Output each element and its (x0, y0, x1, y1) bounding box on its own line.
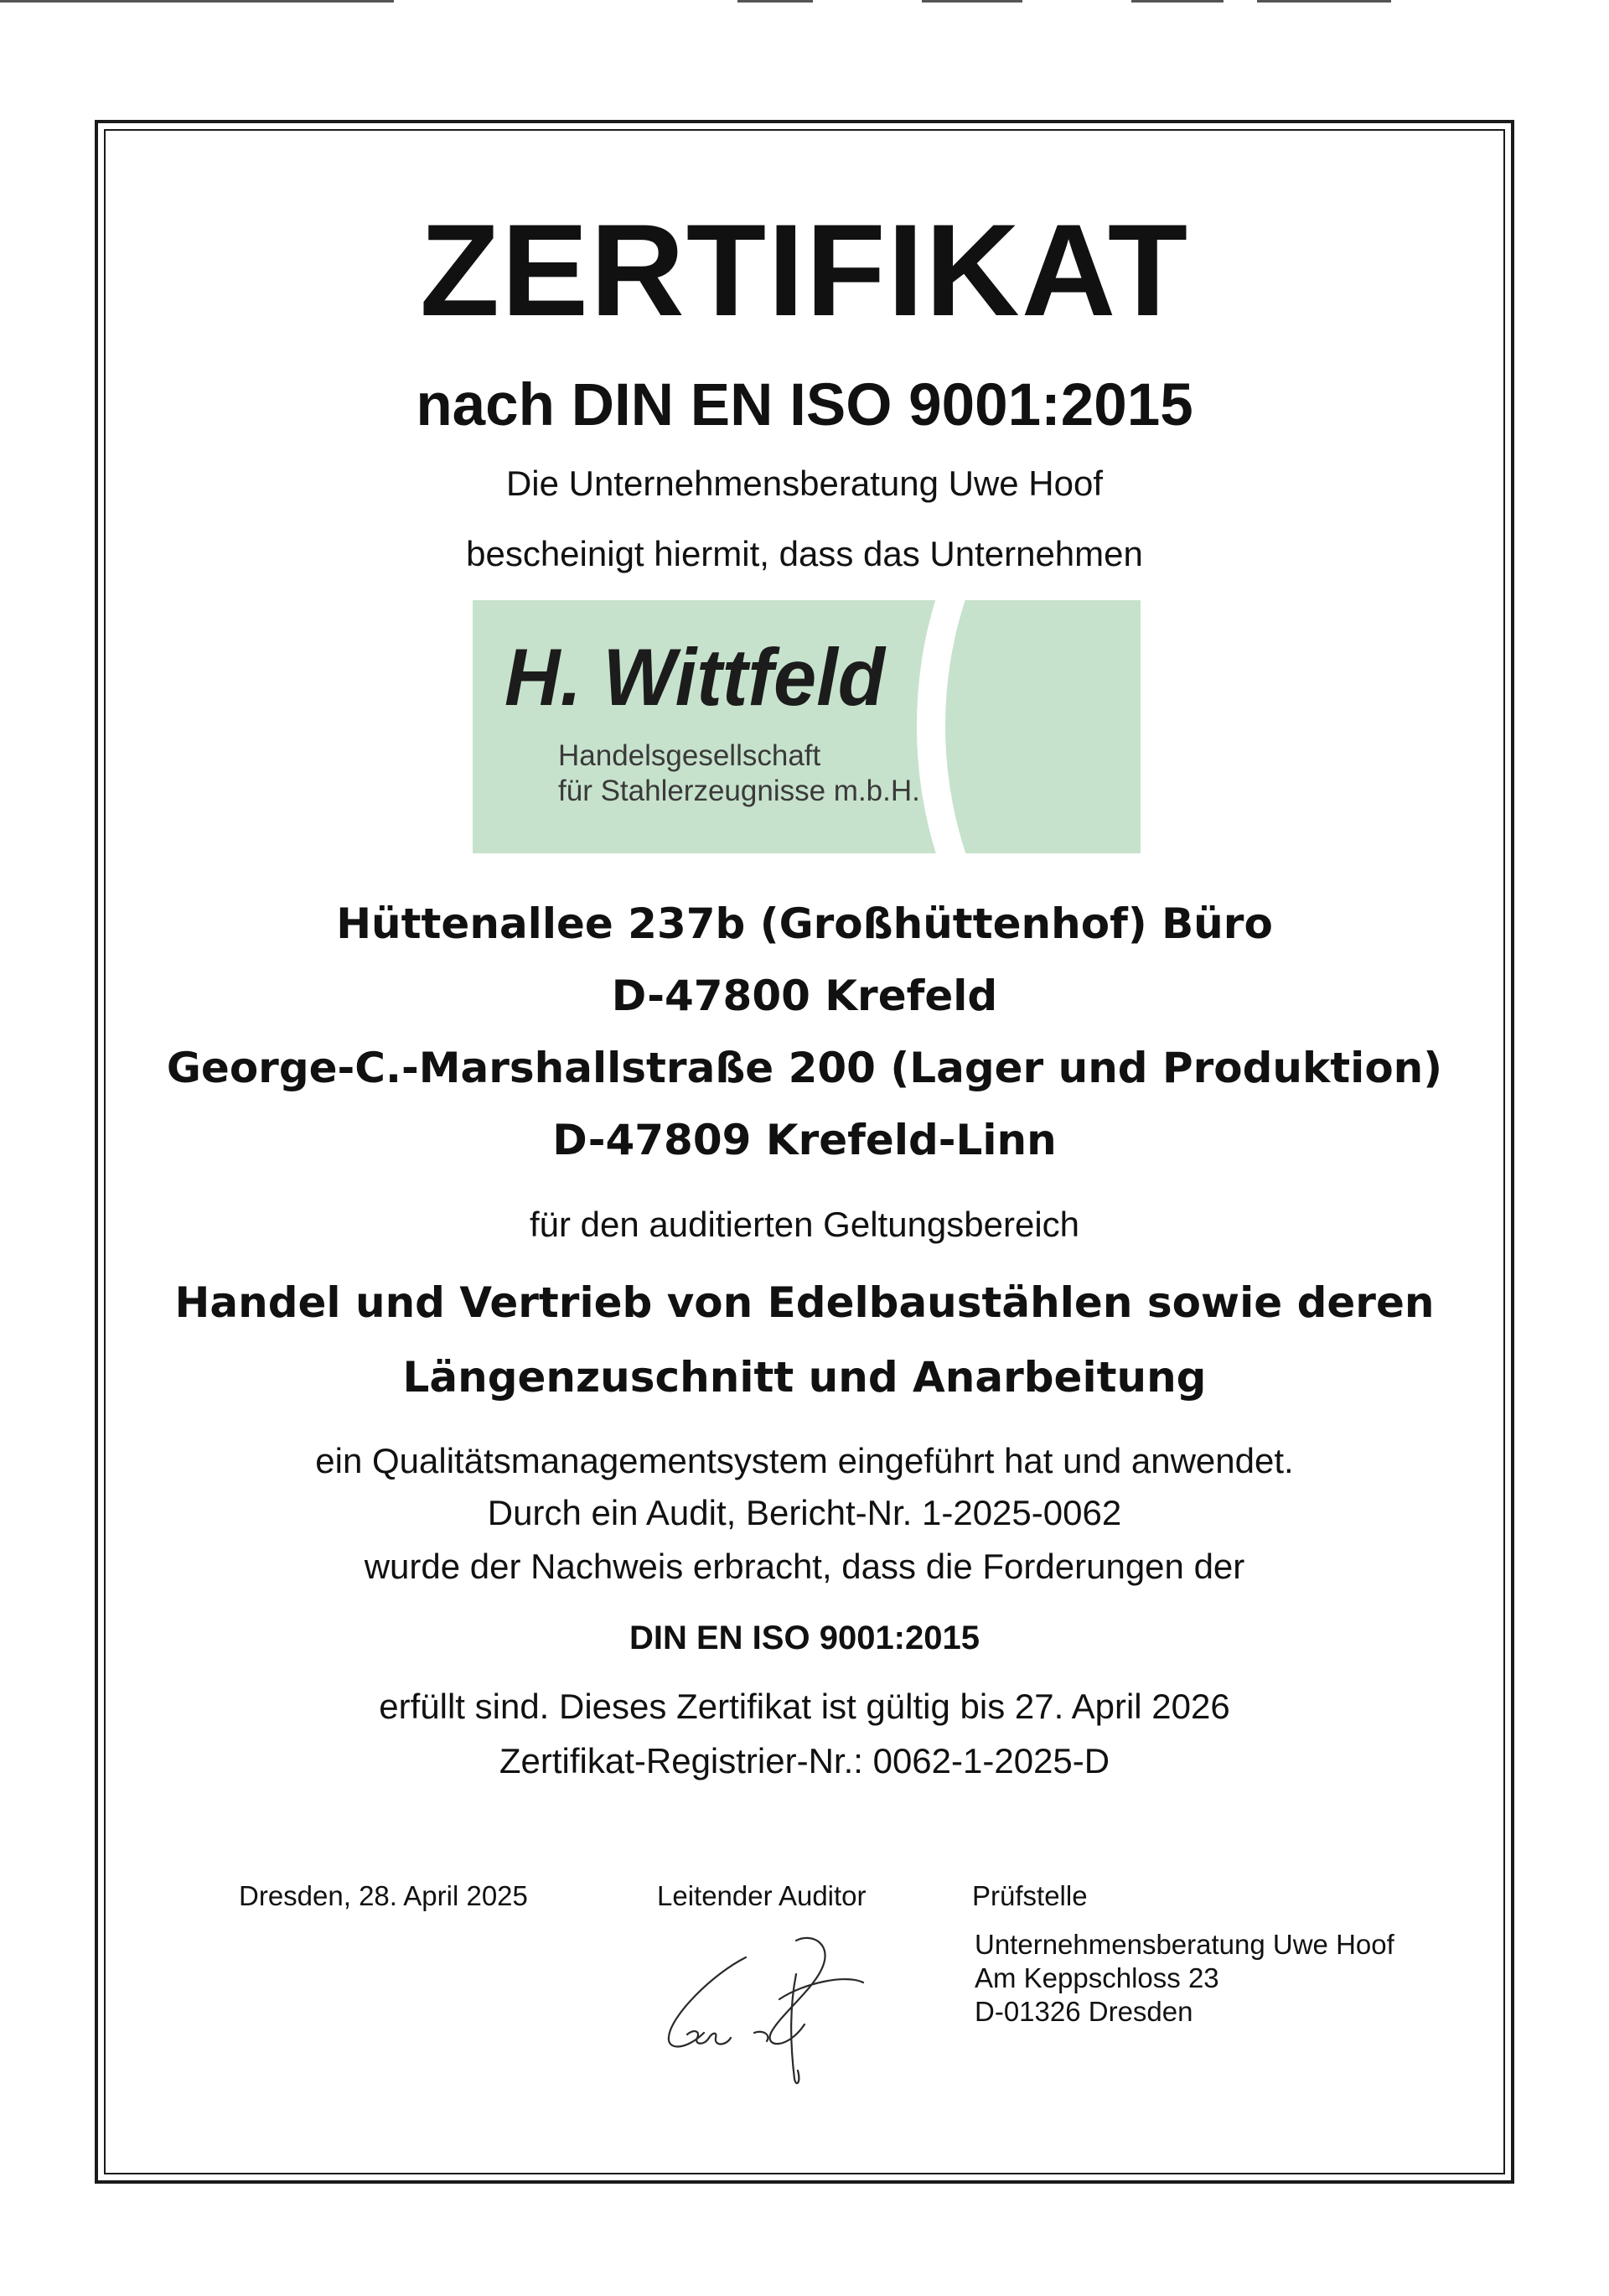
validity-line: erfüllt sind. Dieses Zertifikat ist gültig bis 27. April 2026 (379, 1687, 1230, 1726)
scan-mark (737, 0, 813, 3)
testing-body-street: Am Keppschloss 23 (975, 1962, 1219, 1993)
address-line-4: D-47809 Krefeld-Linn (552, 1116, 1057, 1164)
statement-line-1: ein Qualitätsmanagementsystem eingeführt hat und anwendet. (315, 1441, 1294, 1480)
auditor-label: Leitender Auditor (657, 1880, 867, 1911)
scope-line-1: Handel und Vertrieb von Edelbaustählen sowie deren (174, 1278, 1435, 1327)
certifies-line: bescheinigt hiermit, dass das Unternehmen (466, 534, 1143, 573)
logo-subline-1: Handelsgesellschaft (558, 739, 821, 772)
scan-mark (1257, 0, 1391, 3)
address-line-2: D-47800 Krefeld (611, 972, 998, 1020)
scan-mark (0, 0, 394, 3)
standard-name: DIN EN ISO 9001:2015 (629, 1620, 980, 1656)
logo-subline-2: für Stahlerzeugnisse m.b.H. (558, 775, 920, 807)
scope-line-2: Längenzuschnitt und Anarbeitung (402, 1353, 1207, 1402)
issuer-line: Die Unternehmensberatung Uwe Hoof (505, 464, 1104, 503)
registry-number: Zertifikat-Registrier-Nr.: 0062-1-2025-D (499, 1741, 1110, 1780)
testing-body-label: Prüfstelle (972, 1880, 1088, 1911)
auditor-signature (654, 1924, 905, 2091)
place-date: Dresden, 28. April 2025 (239, 1880, 528, 1911)
address-line-1: Hüttenallee 237b (Großhüttenhof) Büro (336, 899, 1273, 948)
scope-intro: für den auditierten Geltungsbereich (529, 1205, 1080, 1244)
scan-mark (1131, 0, 1224, 3)
certificate-subtitle: nach DIN EN ISO 9001:2015 (416, 372, 1193, 438)
certificate-title: ZERTIFIKAT (419, 198, 1190, 344)
statement-line-2: Durch ein Audit, Bericht-Nr. 1-2025-0062 (487, 1493, 1122, 1532)
company-logo (473, 600, 1141, 853)
statement-line-3: wurde der Nachweis erbracht, dass die Forderungen der (364, 1547, 1245, 1586)
logo-arc-shape (917, 600, 1141, 853)
logo-company-name: H. Wittfeld (504, 632, 885, 723)
testing-body-city: D-01326 Dresden (975, 1996, 1193, 2027)
scan-mark (922, 0, 1022, 3)
testing-body-name: Unternehmensberatung Uwe Hoof (975, 1929, 1394, 1960)
address-line-3: George-C.-Marshallstraße 200 (Lager und Produktion) (166, 1044, 1443, 1092)
